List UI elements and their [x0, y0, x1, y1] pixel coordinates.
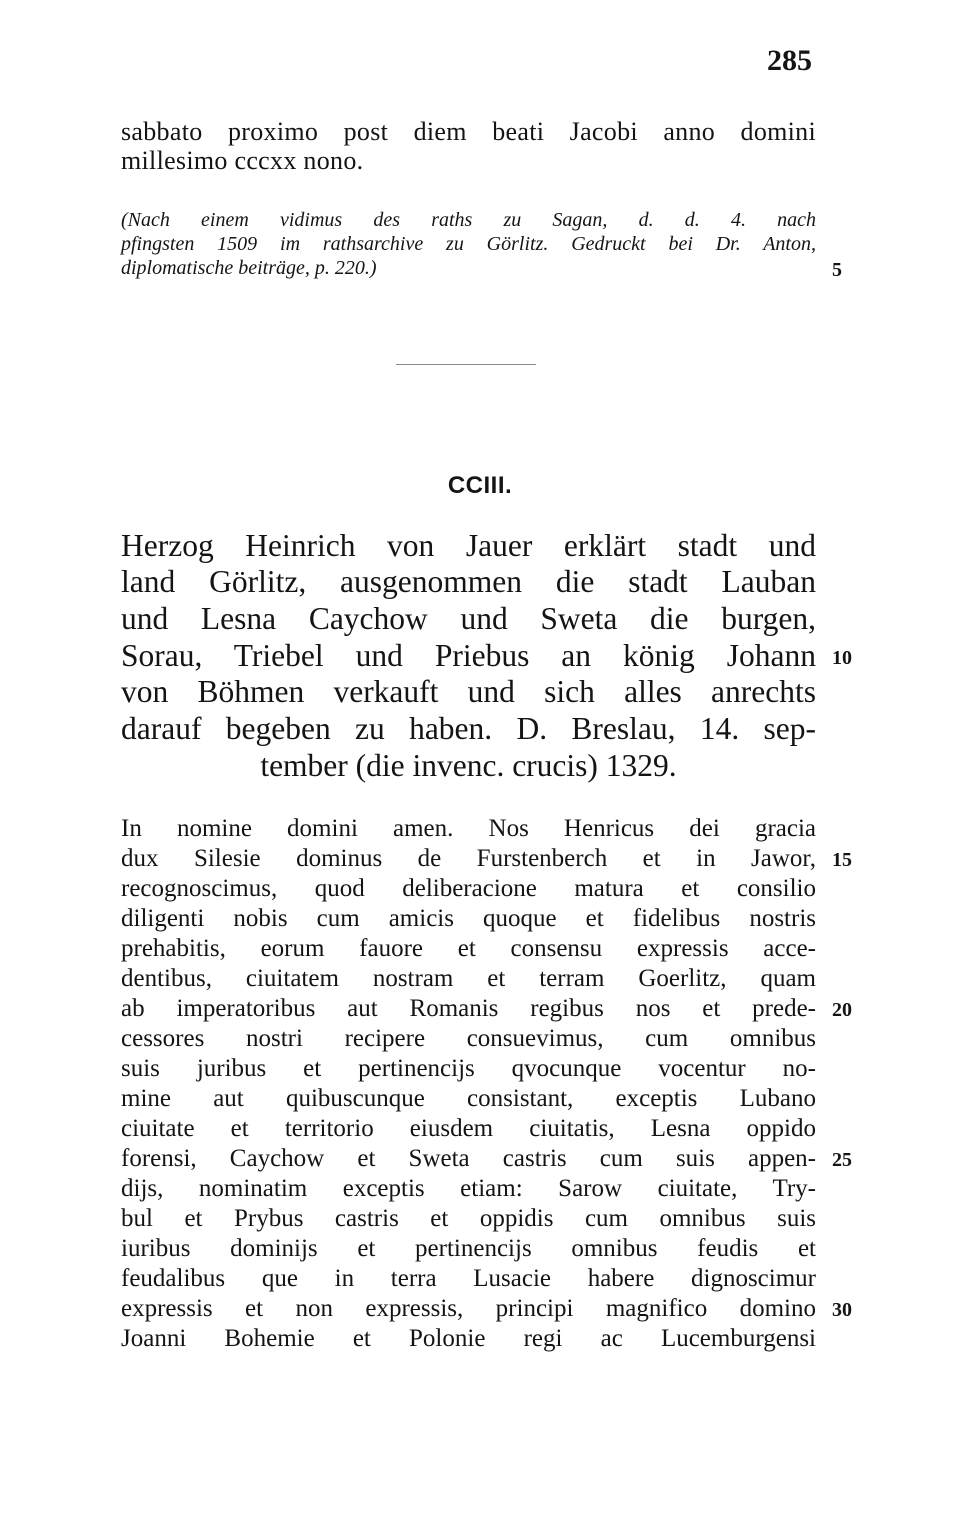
summary-line: von Böhmen verkauft und sich alles anrechts — [121, 674, 816, 709]
charter-line: mine aut quibuscunque consistant, exceptis Lubano — [121, 1085, 816, 1112]
charter-line: cessores nostri recipere consuevimus, cum omnibus — [121, 1025, 816, 1052]
summary-line: land Görlitz, ausgenommen die stadt Lauban — [121, 564, 816, 599]
source-note-line: pfingsten 1509 im rathsarchive zu Görlitz. Gedruckt bei Dr. Anton, — [121, 233, 816, 255]
source-note-line: diplomatische beiträge, p. 220.) — [121, 257, 377, 279]
line-number: 30 — [832, 1299, 852, 1321]
charter-line: ciuitate et territorio eiusdem ciuitatis, Lesna oppido — [121, 1115, 816, 1142]
charter-line: suis juribus et pertinencijs qvocunque vocentur no- — [121, 1055, 816, 1082]
charter-line: dijs, nominatim exceptis etiam: Sarow ciuitate, Try- — [121, 1175, 816, 1202]
summary-line: darauf begeben zu haben. D. Breslau, 14. sep- — [121, 711, 816, 746]
summary-line: Sorau, Triebel und Priebus an könig Johann — [121, 638, 816, 673]
summary-line: und Lesna Caychow und Sweta die burgen, — [121, 601, 816, 636]
section-divider — [396, 364, 536, 365]
charter-line: Joanni Bohemie et Polonie regi ac Lucemburgensi — [121, 1325, 816, 1352]
summary-line: Herzog Heinrich von Jauer erklärt stadt und — [121, 528, 816, 563]
source-note-line: (Nach einem vidimus des raths zu Sagan, d. d. 4. nach — [121, 209, 816, 231]
charter-line: forensi, Caychow et Sweta castris cum suis appen- — [121, 1145, 816, 1172]
charter-line: expressis et non expressis, principi magnifico domino — [121, 1295, 816, 1322]
charter-line: feudalibus que in terra Lusacie habere dignoscimur — [121, 1265, 816, 1292]
charter-line: ab imperatoribus aut Romanis regibus nos et prede- — [121, 995, 816, 1022]
charter-line: iuribus dominijs et pertinencijs omnibus feudis et — [121, 1235, 816, 1262]
line-number: 10 — [832, 647, 852, 669]
page-number: 285 — [767, 44, 812, 77]
line-number: 20 — [832, 999, 852, 1021]
charter-line: diligenti nobis cum amicis quoque et fidelibus nostris — [121, 905, 816, 932]
charter-line: prehabitis, eorum fauore et consensu expressis acce- — [121, 935, 816, 962]
intro-line: sabbato proximo post diem beati Jacobi anno domini — [121, 117, 816, 146]
charter-line: dux Silesie dominus de Furstenberch et in Jawor, — [121, 845, 816, 872]
charter-line: dentibus, ciuitatem nostram et terram Goerlitz, quam — [121, 965, 816, 992]
line-number: 15 — [832, 849, 852, 871]
document-number-heading: CCIII. — [447, 472, 513, 499]
summary-line: tember (die invenc. crucis) 1329. — [260, 748, 677, 783]
charter-line: In nomine domini amen. Nos Henricus dei gracia — [121, 815, 816, 842]
charter-line: recognoscimus, quod deliberacione matura et consilio — [121, 875, 816, 902]
line-number: 25 — [832, 1149, 852, 1171]
intro-line: millesimo cccxx nono. — [121, 146, 364, 175]
line-number: 5 — [832, 259, 842, 281]
charter-line: bul et Prybus castris et oppidis cum omnibus suis — [121, 1205, 816, 1232]
